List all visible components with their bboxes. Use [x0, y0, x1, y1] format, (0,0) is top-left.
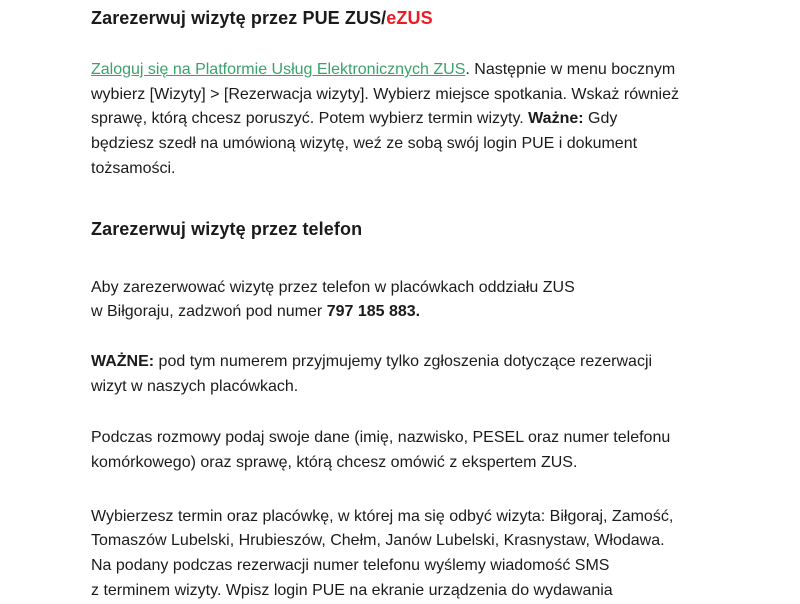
body-text: Na podany podczas rezerwacji numer telefonu wyślemy wiadomość SMS [91, 557, 610, 575]
body-text: będziesz szedł na umówioną wizytę, weź ze sobą swój login PUE i dokument [91, 135, 638, 153]
text-line [91, 276, 730, 301]
body-text: tożsamości. [91, 159, 176, 177]
text-line [91, 505, 730, 530]
text-line [91, 375, 730, 400]
text-line [91, 350, 730, 375]
body-text: sprawę, którą chcesz poruszyć. Potem wybierz termin wizyty. [91, 110, 529, 128]
paragraph-call-data [91, 426, 730, 475]
body-text: wizyt w naszych placówkach. [91, 377, 299, 395]
ezus-red-text: eZUS [386, 8, 433, 28]
document-body [91, 7, 730, 604]
text-line [91, 7, 730, 29]
text-line [91, 157, 730, 182]
body-text: . Następnie w menu bocznym [465, 61, 676, 78]
heading-pue-ezus [91, 7, 730, 29]
text-line [91, 83, 730, 108]
bold-text: 797 185 883. [326, 303, 421, 321]
text-line [91, 426, 730, 451]
bold-text: WAŻNE: [91, 352, 155, 370]
text-line [91, 300, 730, 325]
text-line [91, 58, 730, 83]
paragraph-locations [91, 505, 730, 604]
link-zaloguj-pue[interactable]: Zaloguj się na Platformie Usług Elektronicznych ZUS [91, 61, 466, 78]
body-text: pod tym numerem przyjmujemy tylko zgłoszenia dotyczące rezerwacji [154, 352, 653, 370]
text-line [91, 218, 730, 240]
body-text: wybierz [Wizyty] > [Rezerwacja wizyty]. Wybierz miejsce spotkania. Wskaż również [91, 85, 679, 103]
body-text: Aby zarezerwować wizytę przez telefon w placówkach oddziału ZUS [91, 278, 575, 296]
body-text: komórkowego) oraz sprawę, którą chcesz omówić z ekspertem ZUS. [91, 454, 578, 472]
text-line [91, 107, 730, 132]
text-line [91, 132, 730, 157]
body-text: Zarezerwuj wizytę przez telefon [91, 218, 363, 239]
body-text: Tomaszów Lubelski, Hrubieszów, Chełm, Janów Lubelski, Krasnystaw, Włodawa. [91, 532, 665, 550]
body-text: Podczas rozmowy podaj swoje dane (imię, nazwisko, PESEL oraz numer telefonu [91, 429, 671, 447]
body-text: z terminem wizyty. Wpisz login PUE na ekranie urządzenia do wydawania [91, 581, 613, 599]
body-text: Gdy [583, 110, 618, 128]
body-text: Wybierzesz termin oraz placówkę, w której ma się odbyć wizyta: Biłgoraj, Zamość, [91, 507, 674, 525]
body-text: w Biłgoraju, zadzwoń pod numer [91, 303, 327, 321]
paragraph-wazne-note [91, 350, 730, 399]
paragraph-phone-number [91, 276, 730, 325]
heading-telefon [91, 218, 730, 240]
paragraph-pue-instructions [91, 58, 730, 182]
bold-text: Ważne: [528, 110, 584, 128]
text-line [91, 554, 730, 579]
text-line [91, 529, 730, 554]
text-line [91, 451, 730, 476]
body-text: Zarezerwuj wizytę przez PUE ZUS/ [91, 8, 387, 28]
